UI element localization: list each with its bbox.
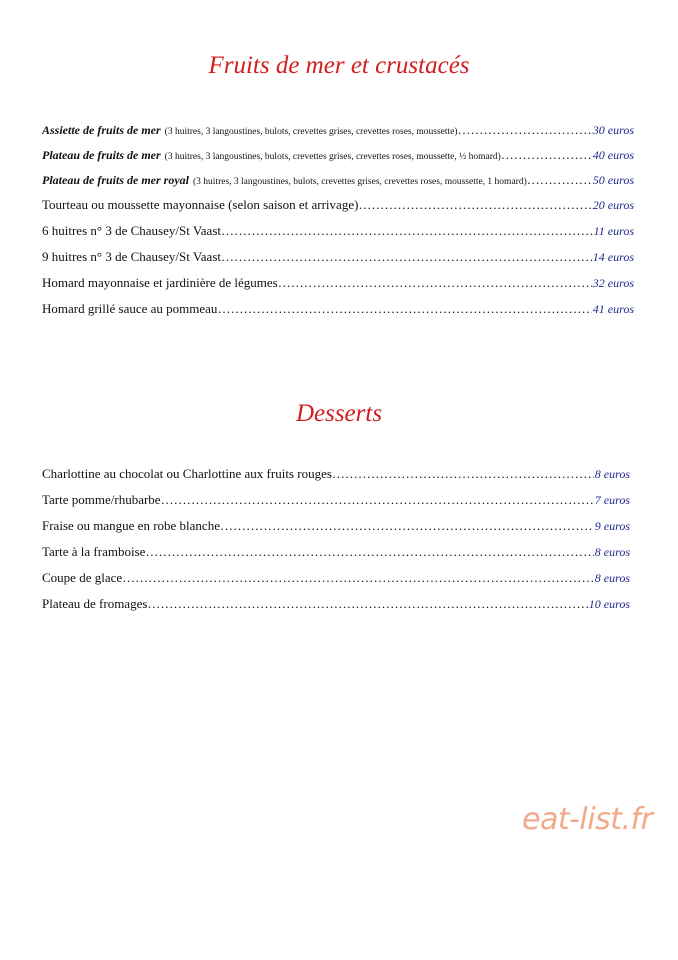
leader-dots [221,222,593,240]
item-name: Coupe de glace [42,570,123,585]
item-price: 50 euros [592,173,634,187]
item-name: Assiette de fruits de mer [42,123,161,137]
item-name: Tarte à la framboise [42,544,146,559]
item-name: Homard mayonnaise et jardinière de légumes [42,275,278,290]
watermark-logo: eat-list.fr [522,802,653,837]
menu-item [42,121,634,141]
item-price: 20 euros [592,198,634,212]
menu-item [42,300,634,318]
item-price: 10 euros [588,597,630,611]
leader-dots [358,196,591,214]
item-name: Homard grillé sauce au pommeau [42,301,218,316]
leader-dots [161,491,594,509]
item-price: 40 euros [592,148,634,162]
item-name: Plateau de fruits de mer royal [42,173,189,187]
leader-dots [527,171,592,189]
item-price: 11 euros [593,224,634,238]
menu-item [42,491,630,509]
item-name: Tarte pomme/rhubarbe [42,492,161,507]
menu-item [42,146,634,166]
item-price: 30 euros [592,123,634,137]
leader-dots [332,465,594,483]
menu-item [42,517,630,535]
menu-item [42,569,630,587]
item-name: Fraise ou mangue en robe blanche [42,518,220,533]
leader-dots [278,274,592,292]
menu-item [42,222,634,240]
item-price: 9 euros [594,519,630,533]
menu-item [42,543,630,561]
item-detail: (3 huitres, 3 langoustines, bulots, crevettes grises, crevettes roses, moussette, 1 homard) [193,177,527,187]
item-detail: (3 huitres, 3 langoustines, bulots, crevettes grises, crevettes roses, moussette, ½ homard) [164,152,501,162]
menu-item [42,196,634,214]
item-price: 7 euros [594,493,630,507]
item-name: Plateau de fruits de mer [42,148,161,162]
item-price: 8 euros [594,467,630,481]
item-price: 8 euros [594,571,630,585]
item-name: Plateau de fromages [42,596,148,611]
leader-dots [217,300,591,318]
leader-dots [458,121,592,139]
section-title-desserts: Desserts [295,400,383,427]
menu-item [42,595,630,613]
leader-dots [501,146,592,164]
leader-dots [145,543,593,561]
item-name: 9 huitres n° 3 de Chausey/St Vaast [42,249,221,264]
menu-item [42,465,630,483]
leader-dots [221,248,592,266]
menu-item [42,171,634,191]
item-name: Charlottine au chocolat ou Charlottine aux fruits rouges [42,466,332,481]
menu-item [42,248,634,266]
section-title-seafood: Fruits de mer et crustacés [208,52,470,79]
leader-dots [220,517,594,535]
item-name: Tourteau ou moussette mayonnaise (selon saison et arrivage) [42,197,359,212]
item-price: 8 euros [594,545,630,559]
menu-item [42,274,634,292]
item-price: 41 euros [592,302,634,316]
leader-dots [122,569,594,587]
item-price: 32 euros [592,276,634,290]
item-price: 14 euros [592,250,634,264]
item-name: 6 huitres n° 3 de Chausey/St Vaast [42,223,221,238]
item-detail: (3 huitres, 3 langoustines, bulots, crevettes grises, crevettes roses, moussette) [164,127,458,137]
leader-dots [147,595,587,613]
